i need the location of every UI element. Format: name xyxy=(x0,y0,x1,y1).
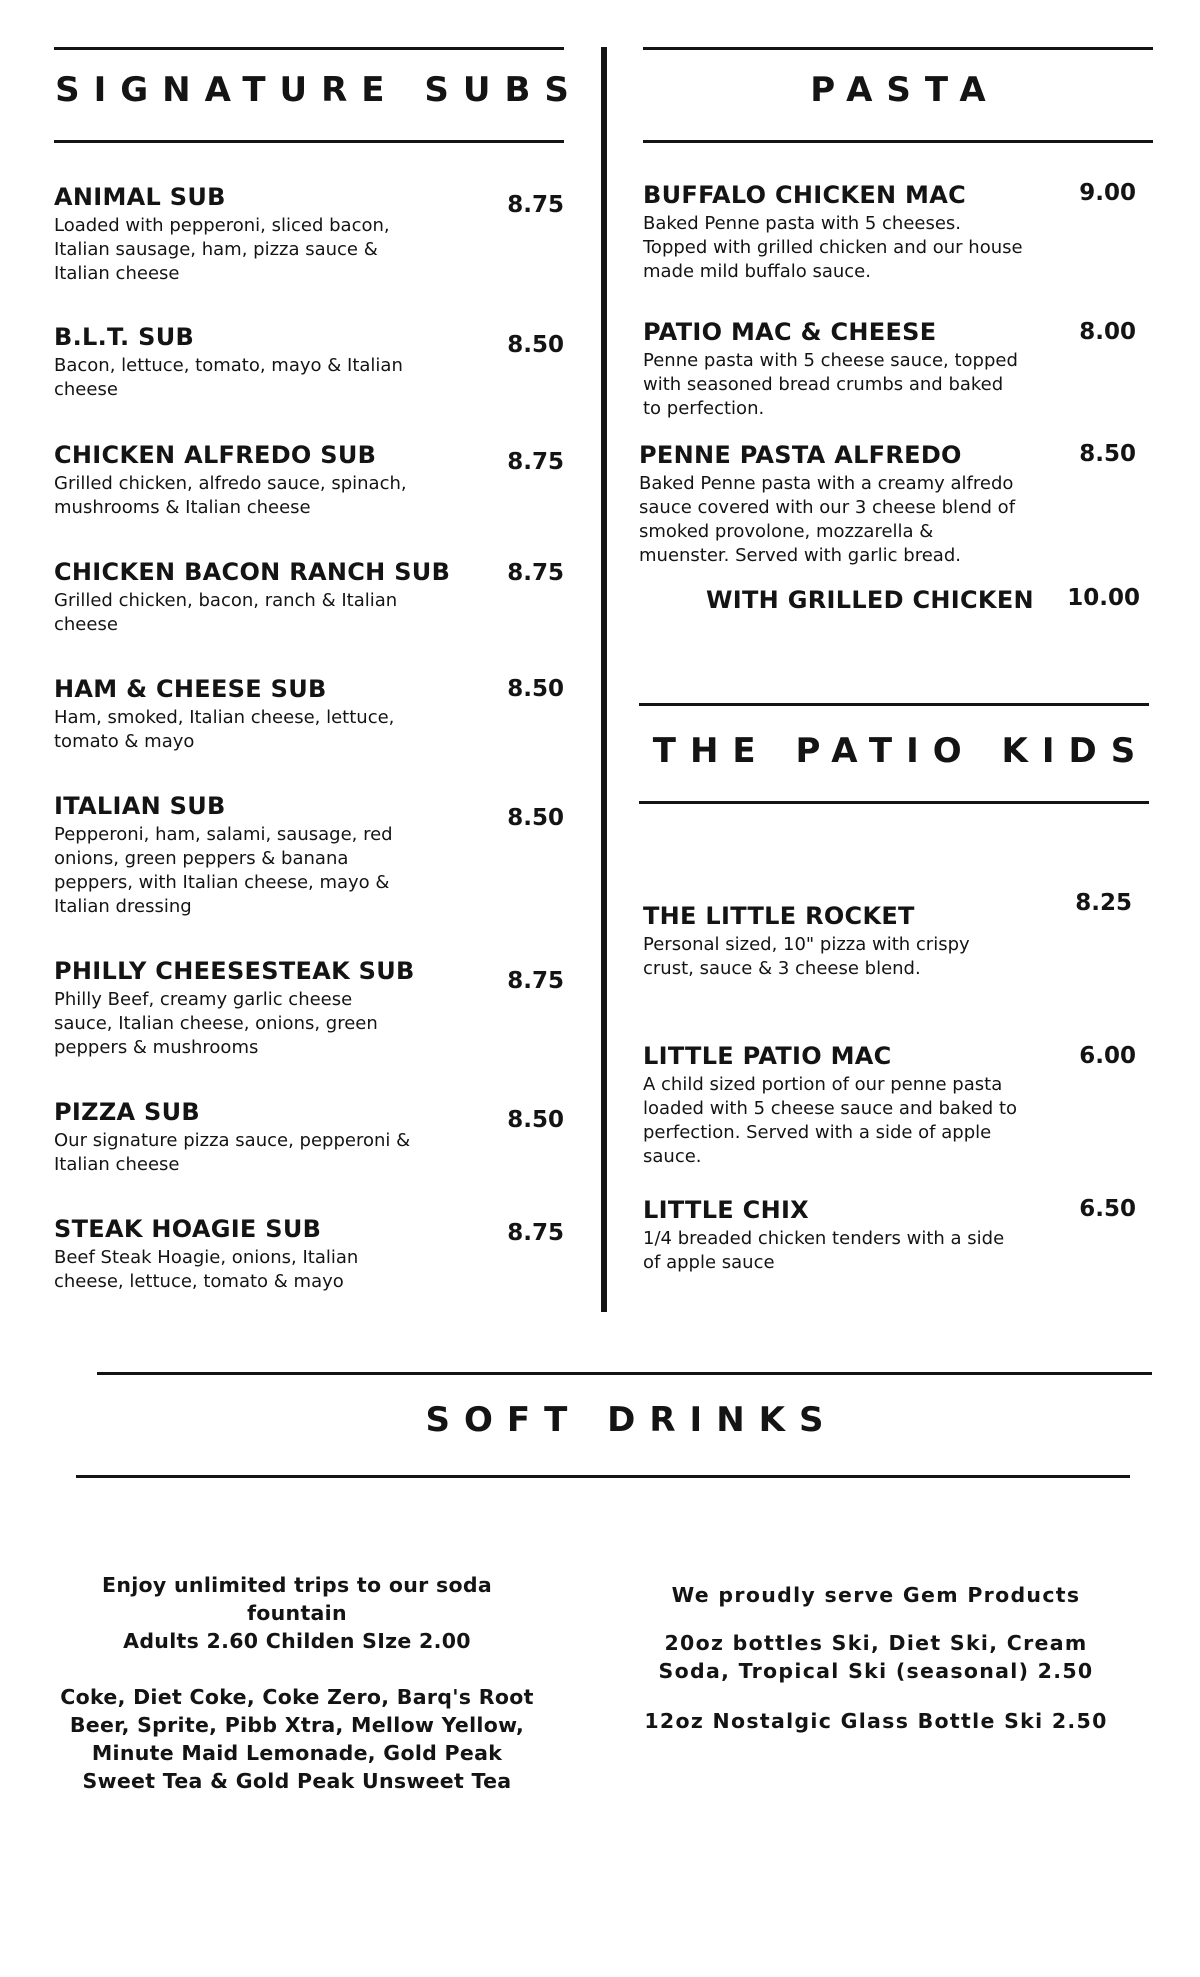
item-price: 8.50 xyxy=(507,805,564,831)
drinks-bottom-rule xyxy=(76,1475,1130,1478)
item-price: 8.50 xyxy=(507,676,564,702)
kids-bottom-rule xyxy=(639,801,1149,804)
sub-item-chicken-alfredo xyxy=(54,440,424,520)
pasta-addon-price: 10.00 xyxy=(1067,585,1140,611)
item-description: Personal sized, 10" pizza with crispy crust, sauce & 3 cheese blend. xyxy=(643,934,970,979)
item-price: 8.75 xyxy=(507,192,564,218)
kids-top-rule xyxy=(639,703,1149,706)
fountain-intro: Enjoy unlimited trips to our soda fountain xyxy=(102,1573,492,1625)
sub-item-pizza xyxy=(54,1097,424,1177)
item-price: 6.00 xyxy=(1079,1043,1136,1069)
sub-item-italian xyxy=(54,791,404,919)
kids-item-little-patio-mac xyxy=(643,1041,1023,1169)
item-description: Bacon, lettuce, tomato, mayo & Italian cheese xyxy=(54,355,403,400)
item-description: Loaded with pepperoni, sliced bacon, Italian sausage, ham, pizza sauce & Italian cheese xyxy=(54,215,390,284)
item-price: 8.00 xyxy=(1079,319,1136,345)
item-price: 8.50 xyxy=(507,332,564,358)
sub-item-blt xyxy=(54,322,404,402)
sub-item-chicken-bacon-ranch xyxy=(54,557,451,637)
item-name: PATIO MAC & CHEESE xyxy=(643,318,937,346)
soda-fountain-info xyxy=(60,1571,534,1795)
item-price: 8.75 xyxy=(507,1220,564,1246)
subs-top-rule xyxy=(54,47,564,50)
item-price: 8.75 xyxy=(507,560,564,586)
item-name: B.L.T. SUB xyxy=(54,323,195,351)
drinks-top-rule xyxy=(97,1372,1152,1375)
item-price: 8.50 xyxy=(507,1107,564,1133)
item-description: Grilled chicken, alfredo sauce, spinach, mushrooms & Italian cheese xyxy=(54,473,407,518)
pasta-item-patio-mac-cheese xyxy=(643,317,1023,421)
gem-glass-bottle: 12oz Nostalgic Glass Bottle Ski 2.50 xyxy=(644,1709,1108,1733)
pasta-item-buffalo-chicken-mac xyxy=(643,180,1023,284)
item-description: Ham, smoked, Italian cheese, lettuce, tomato & mayo xyxy=(54,707,395,752)
item-name: CHICKEN ALFREDO SUB xyxy=(54,441,377,469)
pasta-bottom-rule xyxy=(643,140,1153,143)
item-description: Pepperoni, ham, salami, sausage, red onions, green peppers & banana peppers, with Italian cheese, mayo & Italian dressing xyxy=(54,824,393,917)
item-description: Baked Penne pasta with a creamy alfredo sauce covered with our 3 cheese blend of smoked provolone, mozzarella & muenster. Served with garlic bread. xyxy=(639,473,1016,566)
sub-item-philly-cheesesteak xyxy=(54,956,415,1060)
item-price: 8.50 xyxy=(1079,441,1136,467)
item-price: 9.00 xyxy=(1079,180,1136,206)
fountain-prices: Adults 2.60 Childen SIze 2.00 xyxy=(123,1629,471,1653)
sub-item-animal xyxy=(54,182,404,286)
item-price: 8.25 xyxy=(1075,890,1132,916)
item-name: LITTLE CHIX xyxy=(643,1196,809,1224)
item-description: Beef Steak Hoagie, onions, Italian cheese, lettuce, tomato & mayo xyxy=(54,1247,359,1292)
sub-item-steak-hoagie xyxy=(54,1214,404,1294)
kids-item-little-rocket xyxy=(643,901,1023,981)
item-price: 6.50 xyxy=(1079,1196,1136,1222)
fountain-list: Coke, Diet Coke, Coke Zero, Barq's Root Beer, Sprite, Pibb Xtra, Mellow Yellow, Minute Maid Lemonade, Gold Peak Sweet Tea & Gold Peak Unsweet Tea xyxy=(60,1685,534,1793)
item-name: HAM & CHEESE SUB xyxy=(54,675,327,703)
sub-item-ham-cheese xyxy=(54,674,404,754)
item-name: ANIMAL SUB xyxy=(54,183,226,211)
item-name: ITALIAN SUB xyxy=(54,792,226,820)
item-name: STEAK HOAGIE SUB xyxy=(54,1215,322,1243)
pasta-item-penne-alfredo xyxy=(639,440,1029,568)
kids-heading: THE PATIO KIDS xyxy=(652,731,1150,771)
gem-intro: We proudly serve Gem Products xyxy=(671,1583,1081,1607)
item-description: Penne pasta with 5 cheese sauce, topped with seasoned bread crumbs and baked to perfection. xyxy=(643,350,1018,419)
drinks-heading: SOFT DRINKS xyxy=(425,1400,838,1440)
item-description: A child sized portion of our penne pasta loaded with 5 cheese sauce and baked to perfection. Served with a side of apple sauce. xyxy=(643,1074,1018,1167)
item-name: PENNE PASTA ALFREDO xyxy=(639,441,962,469)
item-description: 1/4 breaded chicken tenders with a side of apple sauce xyxy=(643,1228,1005,1273)
gem-products-info xyxy=(636,1581,1116,1735)
item-description: Our signature pizza sauce, pepperoni & Italian cheese xyxy=(54,1130,411,1175)
item-description: Grilled chicken, bacon, ranch & Italian cheese xyxy=(54,590,398,635)
kids-item-little-chix xyxy=(643,1195,1023,1275)
item-name: LITTLE PATIO MAC xyxy=(643,1042,892,1070)
gem-bottles: 20oz bottles Ski, Diet Ski, Cream Soda, Tropical Ski (seasonal) 2.50 xyxy=(658,1631,1094,1683)
item-name: PHILLY CHEESESTEAK SUB xyxy=(54,957,415,985)
item-price: 8.75 xyxy=(507,449,564,475)
item-name: CHICKEN BACON RANCH SUB xyxy=(54,558,451,586)
subs-bottom-rule xyxy=(54,140,564,143)
item-description: Philly Beef, creamy garlic cheese sauce, Italian cheese, onions, green peppers & mushrooms xyxy=(54,989,378,1058)
item-name: PIZZA SUB xyxy=(54,1098,201,1126)
item-description: Baked Penne pasta with 5 cheeses. Topped with grilled chicken and our house made mild buffalo sauce. xyxy=(643,213,1023,282)
item-name: BUFFALO CHICKEN MAC xyxy=(643,181,967,209)
item-price: 8.75 xyxy=(507,968,564,994)
pasta-heading: PASTA xyxy=(810,70,1000,110)
item-name: THE LITTLE ROCKET xyxy=(643,902,915,930)
pasta-top-rule xyxy=(643,47,1153,50)
column-divider xyxy=(601,47,607,1312)
pasta-addon-name: WITH GRILLED CHICKEN xyxy=(706,586,1034,614)
subs-heading: SIGNATURE SUBS xyxy=(55,70,583,110)
